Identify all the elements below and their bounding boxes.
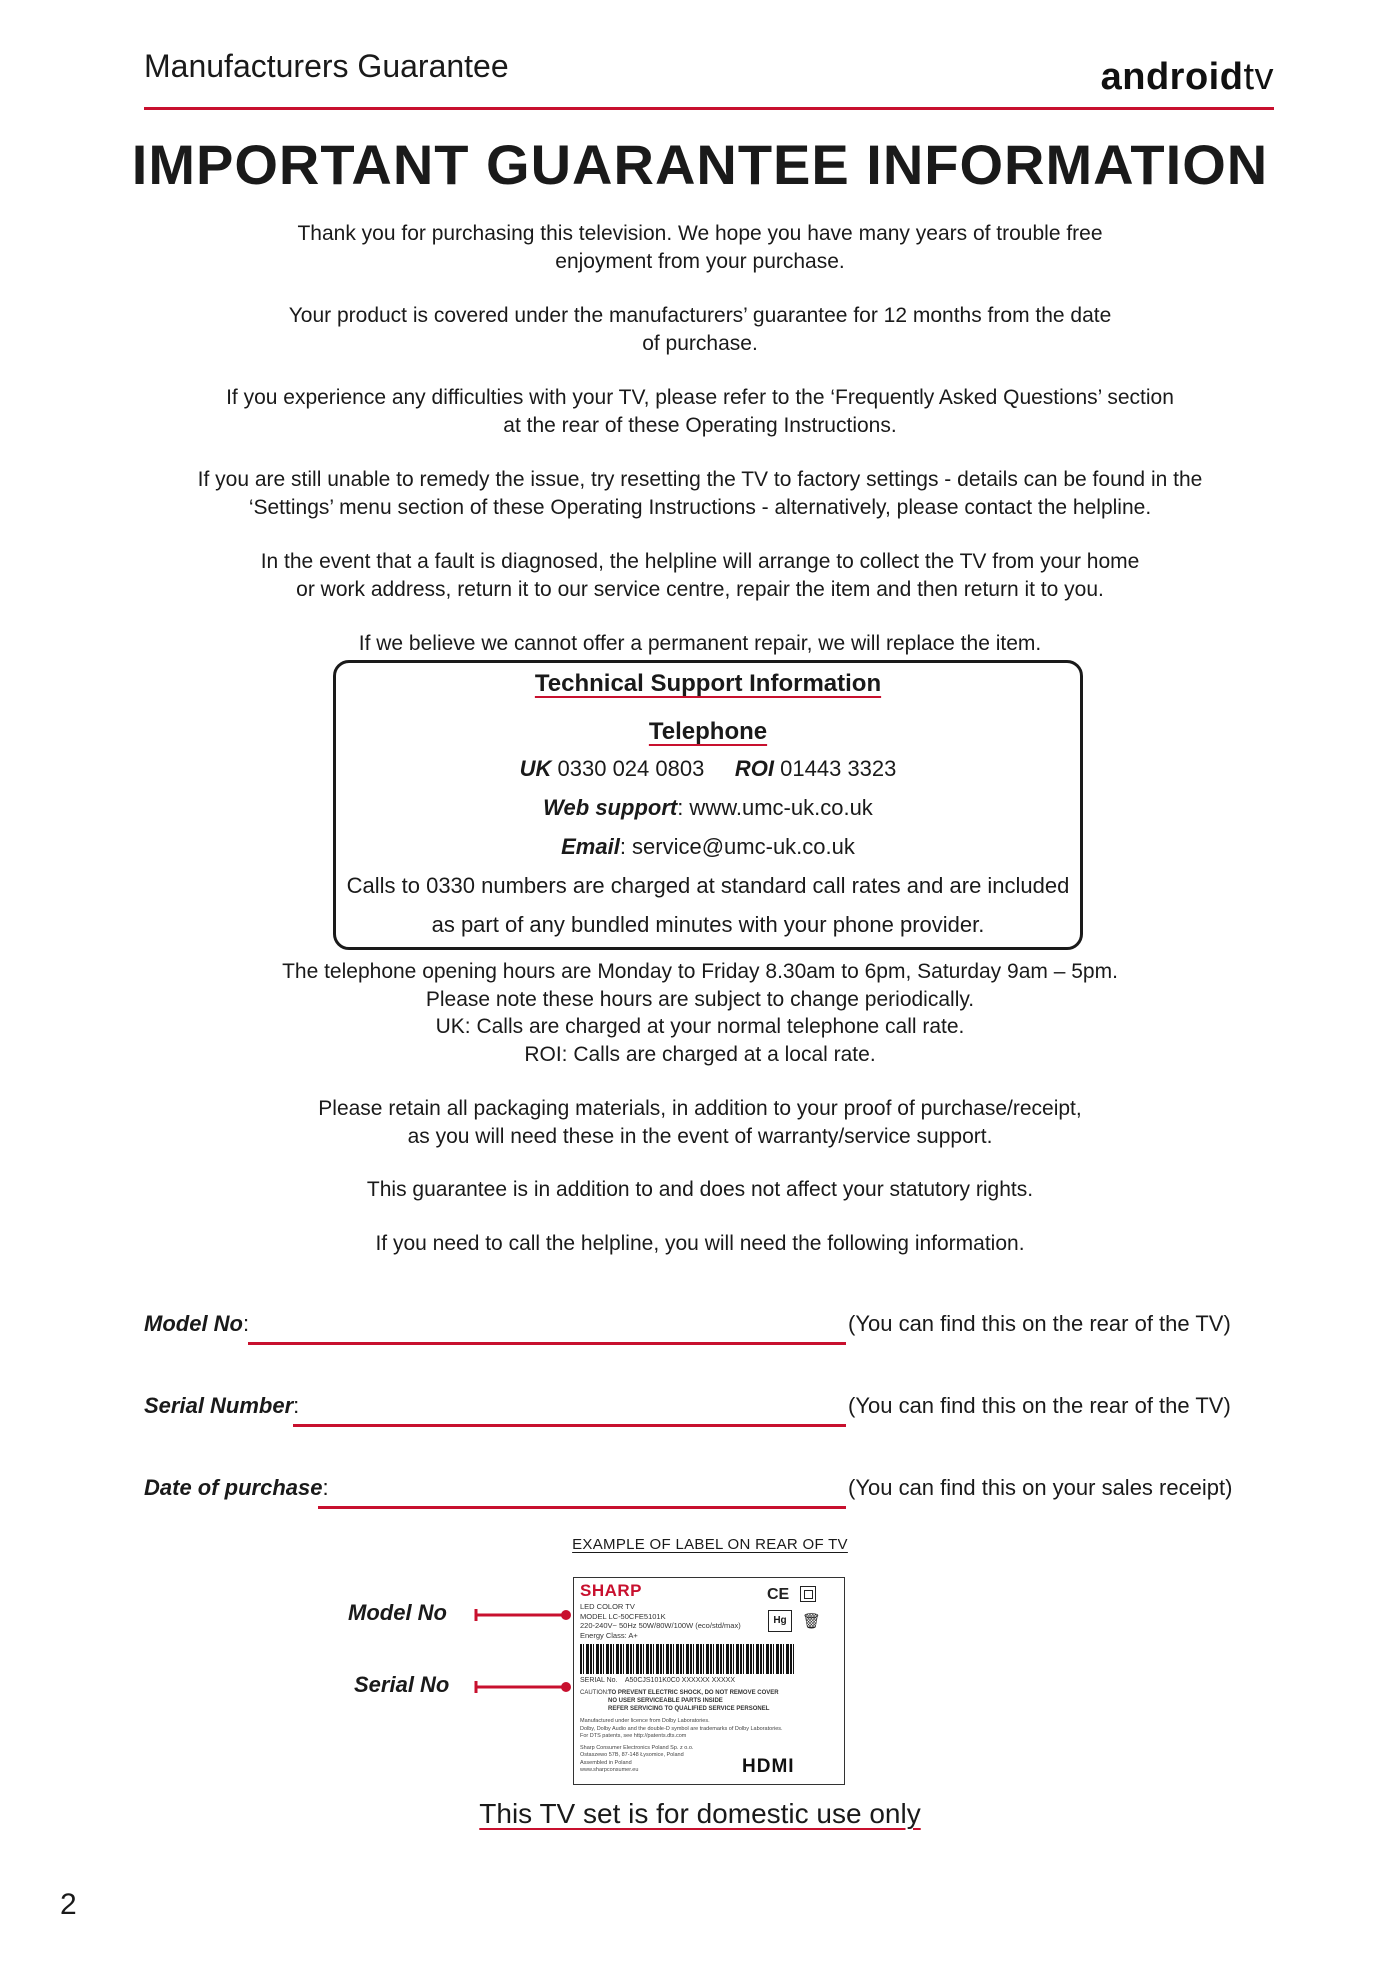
hours-line: Please note these hours are subject to change periodically. xyxy=(425,987,975,1011)
paragraph-fault xyxy=(140,548,1260,603)
date-of-purchase-hint: (You can find this on your sales receipt) xyxy=(848,1475,1233,1500)
sharp-logo: SHARP xyxy=(580,1581,643,1600)
paragraph-line: Your product is covered under the manufacturers’ guarantee for 12 months from the date xyxy=(288,304,1112,327)
example-caption: EXAMPLE OF LABEL ON REAR OF TV xyxy=(572,1536,848,1553)
roi-number[interactable]: 01443 3323 xyxy=(780,756,897,781)
support-title: Technical Support Information xyxy=(534,670,882,697)
paragraph-line: If you are still unable to remedy the issue, try resetting the TV to factory settings - details can be found in the xyxy=(197,468,1203,491)
retain-line: Please retain all packaging materials, in addition to your proof of purchase/receipt, xyxy=(318,1097,1082,1120)
hours-line: ROI: Calls are charged at a local rate. xyxy=(524,1042,876,1066)
roi-label: ROI xyxy=(734,756,775,781)
barcode xyxy=(580,1644,794,1674)
paragraph-thanks xyxy=(140,220,1260,275)
email-link[interactable]: : service@umc-uk.co.uk xyxy=(619,834,855,859)
need-info: If you need to call the helpline, you will need the following information. xyxy=(375,1232,1025,1255)
paragraph-line: If you experience any difficulties with your TV, please refer to the ‘Frequently Asked Questions’ section xyxy=(226,386,1174,409)
header-divider xyxy=(144,107,1274,110)
label-serial: SERIAL No. A50CJS101K0C0 XXXXXX XXXXX xyxy=(580,1677,735,1684)
androidtv-logo xyxy=(1101,56,1274,99)
uk-number[interactable]: 0330 024 0803 xyxy=(557,756,705,781)
page-title: IMPORTANT GUARANTEE INFORMATION xyxy=(131,133,1269,196)
page-number: 2 xyxy=(60,1888,77,1921)
web-support xyxy=(333,795,1083,821)
paragraph-line: enjoyment from your purchase. xyxy=(555,249,845,273)
mercury-icon: Hg xyxy=(768,1610,792,1632)
opening-hours xyxy=(140,958,1260,1068)
phone-numbers xyxy=(333,756,1083,782)
pointer-model-label: Model No xyxy=(348,1600,447,1625)
domestic-use-note: This TV set is for domestic use only xyxy=(479,1798,921,1829)
section-title: Manufacturers Guarantee xyxy=(144,48,509,84)
model-no-hint: (You can find this on the rear of the TV) xyxy=(848,1311,1231,1336)
pointer-serial-label: Serial No xyxy=(354,1672,450,1697)
email-support xyxy=(333,834,1083,860)
web-link[interactable]: : www.umc-uk.co.uk xyxy=(677,795,873,820)
retain-line: as you will need these in the event of warranty/service support. xyxy=(407,1124,993,1148)
paragraph-line: If we believe we cannot offer a permanent repair, we will replace the item. xyxy=(358,632,1042,655)
paragraph-faq xyxy=(140,384,1260,439)
charges-line-2: as part of any bundled minutes with your phone provider. xyxy=(431,912,985,937)
model-pointer-line xyxy=(474,1605,574,1625)
paragraph-line: of purchase. xyxy=(642,331,758,355)
model-no-label: Model No: xyxy=(144,1311,250,1336)
brand-main: android xyxy=(1100,56,1244,98)
paragraph-line: ‘Settings’ menu section of these Operating Instructions - alternatively, please contact the helpline. xyxy=(248,495,1152,519)
paragraph-line: at the rear of these Operating Instructions. xyxy=(503,413,897,437)
serial-pointer-line xyxy=(474,1677,574,1697)
retain-packaging xyxy=(140,1095,1260,1150)
charges-line-1: Calls to 0330 numbers are charged at standard call rates and are included xyxy=(346,873,1070,898)
model-no-field[interactable] xyxy=(248,1342,846,1345)
label-spec-block: LED COLOR TV MODEL LC-50CFE5101K 220-240V~ 50Hz 50W/80W/100W (eco/std/max) Energy Class: A+ xyxy=(580,1602,741,1640)
paragraph-coverage xyxy=(140,302,1260,357)
date-of-purchase-field[interactable] xyxy=(318,1506,846,1509)
brand-suffix: tv xyxy=(1243,56,1274,98)
paragraph-replace xyxy=(140,630,1260,658)
serial-number-hint: (You can find this on the rear of the TV) xyxy=(848,1393,1231,1418)
paragraph-line: or work address, return it to our service centre, repair the item and then return it to you. xyxy=(296,577,1104,601)
ce-mark-icon: CE xyxy=(767,1586,790,1603)
paragraph-line: Thank you for purchasing this television. We hope you have many years of trouble free xyxy=(297,222,1103,245)
class-ii-icon xyxy=(800,1586,816,1602)
telephone-heading: Telephone xyxy=(648,718,768,745)
label-caution: CAUTION: TO PREVENT ELECTRIC SHOCK, DO NOT REMOVE COVER NO USER SERVICEABLE PARTS INSIDE REFER SERVICING TO QUALIFIED SERVICE PERSONEL xyxy=(580,1690,779,1712)
paragraph-reset xyxy=(140,466,1260,521)
rear-label-example xyxy=(573,1577,845,1785)
serial-number-field[interactable] xyxy=(293,1424,846,1427)
paragraph-line: In the event that a fault is diagnosed, the helpline will arrange to collect the TV from your home xyxy=(260,550,1140,573)
serial-number-label: Serial Number: xyxy=(144,1393,300,1418)
uk-label: UK xyxy=(519,756,552,781)
date-of-purchase-label: Date of purchase: xyxy=(144,1475,329,1500)
hdmi-logo: HDMI xyxy=(742,1756,795,1777)
hours-line: The telephone opening hours are Monday to Friday 8.30am to 6pm, Saturday 9am – 5pm. xyxy=(282,960,1118,983)
hours-line: UK: Calls are charged at your normal telephone call rate. xyxy=(435,1015,965,1038)
label-fine-print: Manufactured under licence from Dolby Laboratories. Dolby, Dolby Audio and the double-D symbol are trademarks of Dolby Laboratories. For DTS patents, see http://patents.dts.com Sharp Consumer Electronics Poland Sp. z o.o. Ostaszewo 57B, 87-148 Łysomice, Poland Assembled in Poland www.sharpconsumer.eu xyxy=(580,1718,783,1773)
email-label: Email xyxy=(561,834,620,859)
web-label: Web support xyxy=(543,795,678,820)
weee-bin-icon: 🗑 xyxy=(802,1613,822,1630)
statutory-rights: This guarantee is in addition to and does not affect your statutory rights. xyxy=(366,1178,1034,1201)
